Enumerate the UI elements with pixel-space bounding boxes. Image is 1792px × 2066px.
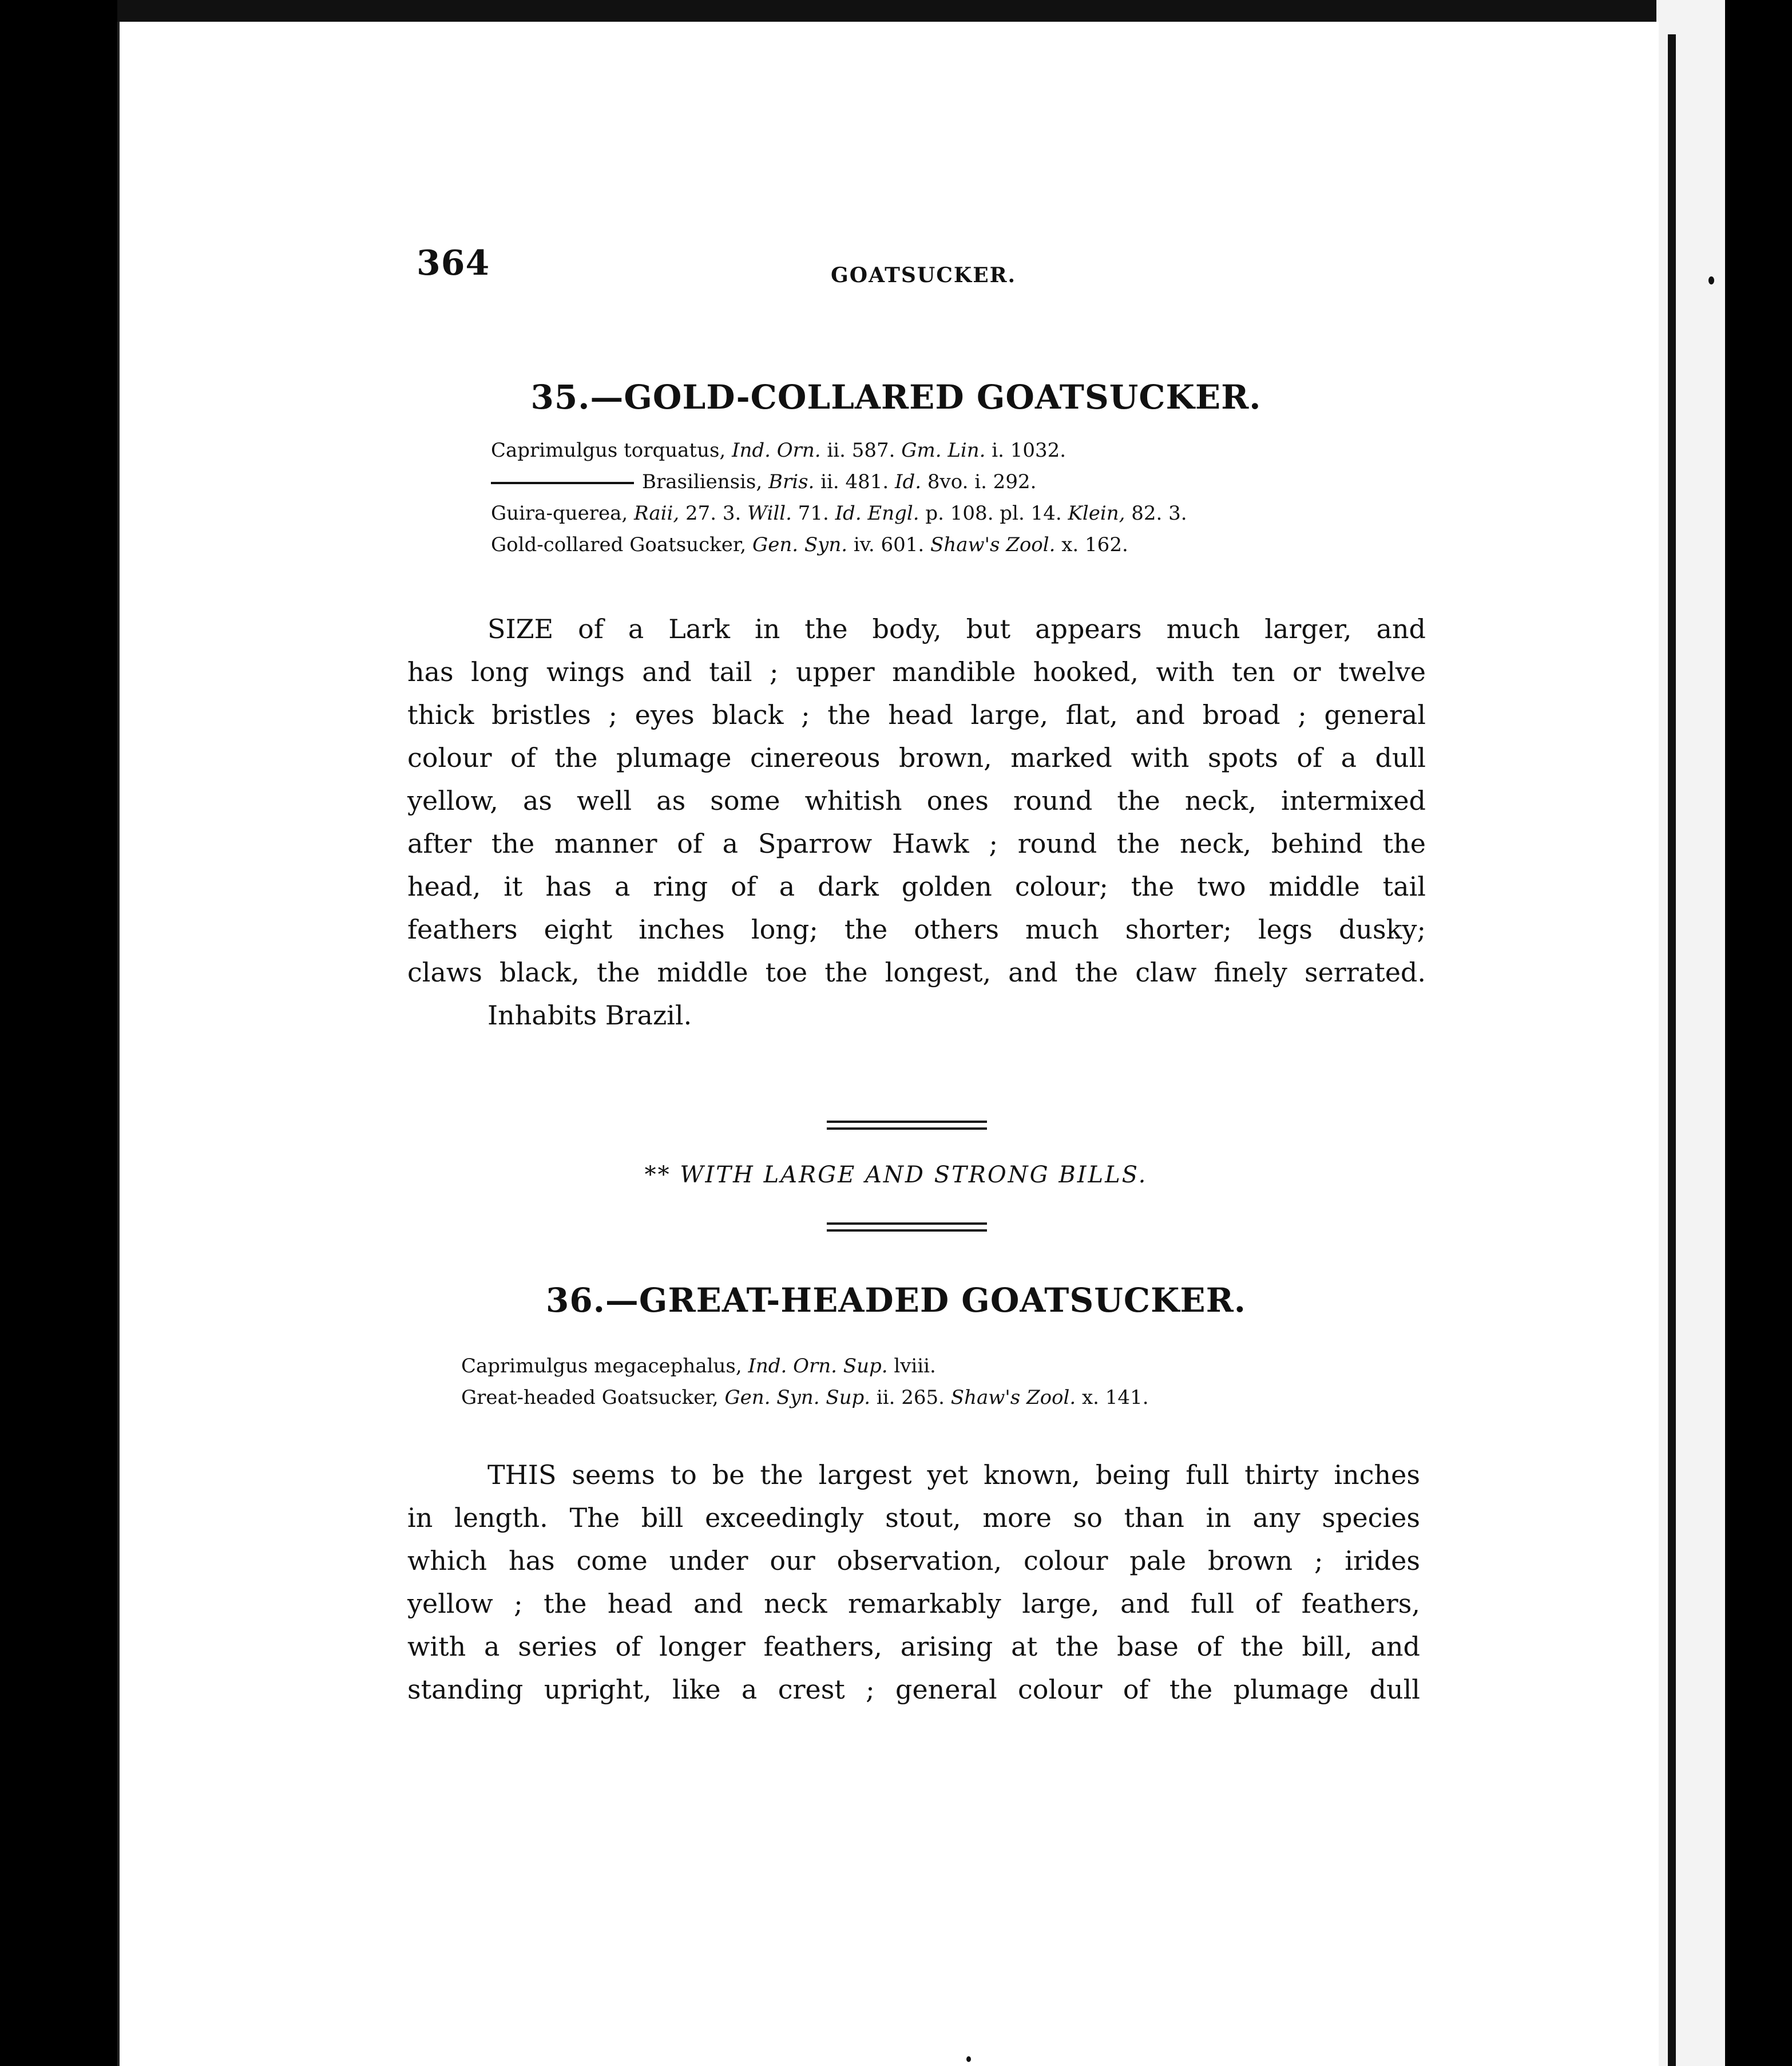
synonym-reference: Gen. Syn. [752, 533, 848, 556]
body-line: standing upright, like a crest ; general colour of the plumage dull [407, 1674, 1420, 1705]
synonymy-line [491, 529, 1187, 561]
synonymy-line [491, 498, 1187, 529]
synonym-locator: lviii. [887, 1355, 936, 1378]
scan-top-border [117, 0, 1725, 22]
body-line: with a series of longer feathers, arising at the base of the bill, and [407, 1631, 1420, 1662]
body-line: has long wings and tail ; upper mandible hooked, with ten or twelve [407, 656, 1426, 687]
synonym-locator: ii. 587. [820, 439, 902, 462]
entry-title: 36.—GREAT-HEADED GOATSUCKER. [546, 1281, 1246, 1320]
running-title: GOATSUCKER. [831, 263, 1017, 287]
synonym-locator: 27. 3. [679, 502, 748, 525]
body-line: in length. The bill exceedingly stout, more so than in any species [407, 1502, 1420, 1533]
synonym-locator: p. 108. pl. 14. [919, 502, 1068, 525]
synonym-locator: 8vo. i. 292. [921, 470, 1037, 493]
page-number: 364 [417, 243, 490, 283]
synonym-name: Gold-collared Goatsucker, [491, 533, 753, 556]
body-line: feathers eight inches long; the others much shorter; legs dusky; [407, 914, 1426, 945]
synonym-reference: Will. [747, 502, 792, 525]
synonym-locator: x. 162. [1055, 533, 1128, 556]
synonym-reference: Shaw's Zool. [930, 533, 1056, 556]
synonymy-list [491, 435, 1187, 561]
body-line: colour of the plumage cinereous brown, marked with spots of a dull [407, 742, 1426, 773]
body-line: claws black, the middle toe the longest, and the claw finely serrated. [407, 957, 1426, 988]
body-line: SIZE of a Lark in the body, but appears much larger, and [487, 614, 1426, 644]
entry-title: 35.—GOLD-COLLARED GOATSUCKER. [530, 378, 1262, 417]
synonymy-line [491, 435, 1187, 466]
body-line: yellow, as well as some whitish ones round the neck, intermixed [407, 785, 1426, 816]
body-line: yellow ; the head and neck remarkably large, and full of feathers, [407, 1588, 1420, 1619]
double-rule-divider [827, 1222, 987, 1232]
synonymy-line [461, 1351, 1149, 1382]
synonym-reference: Bris. [768, 470, 815, 493]
book-page [117, 22, 1659, 2066]
scan-speck [966, 2056, 971, 2062]
section-heading: ** WITH LARGE AND STRONG BILLS. [644, 1162, 1148, 1188]
synonymy-line [491, 466, 1187, 498]
synonym-name: Caprimulgus torquatus, [491, 439, 732, 462]
synonym-locator: iv. 601. [847, 533, 931, 556]
synonym-name: Guira-querea, [491, 502, 634, 525]
synonym-name: Caprimulgus megacephalus, [461, 1355, 748, 1378]
synonym-locator: x. 141. [1076, 1386, 1149, 1409]
body-line: after the manner of a Sparrow Hawk ; round the neck, behind the [407, 828, 1426, 859]
synonym-locator: i. 1032. [985, 439, 1067, 462]
synonym-reference: Raii, [634, 502, 680, 525]
ditto-dash [491, 482, 634, 484]
scan-speck [1708, 276, 1714, 284]
synonym-reference: Ind. Orn. Sup. [748, 1355, 888, 1378]
synonym-locator: ii. 481. [814, 470, 895, 493]
synonym-reference: Id. Engl. [835, 502, 919, 525]
habitat-line: Inhabits Brazil. [487, 1000, 692, 1031]
synonym-reference: Gm. Lin. [901, 439, 986, 462]
synonym-reference: Shaw's Zool. [950, 1386, 1076, 1409]
entry-description [407, 608, 1426, 1037]
synonym-locator: 71. [791, 502, 835, 525]
body-line: which has come under our observation, colour pale brown ; irides [407, 1545, 1420, 1576]
body-line: head, it has a ring of a dark golden colour; the two middle tail [407, 871, 1426, 902]
synonym-reference: Ind. Orn. [732, 439, 821, 462]
synonym-name: Brasiliensis, [642, 470, 768, 493]
body-line: thick bristles ; eyes black ; the head large, flat, and broad ; general [407, 699, 1426, 730]
book-fore-edge [1656, 0, 1725, 2066]
synonymy-line [461, 1382, 1149, 1414]
synonym-reference: Id. [895, 470, 922, 493]
book-fore-edge-shadow [1668, 34, 1676, 2066]
synonym-locator: ii. 265. [870, 1386, 951, 1409]
entry-description [407, 1454, 1420, 1711]
synonym-reference: Gen. Syn. Sup. [724, 1386, 871, 1409]
double-rule-divider [827, 1121, 987, 1130]
synonym-name: Great-headed Goatsucker, [461, 1386, 725, 1409]
body-line: THIS seems to be the largest yet known, being full thirty inches [487, 1459, 1420, 1490]
synonym-locator: 82. 3. [1125, 502, 1187, 525]
synonym-reference: Klein, [1068, 502, 1125, 525]
synonymy-list [461, 1351, 1149, 1414]
